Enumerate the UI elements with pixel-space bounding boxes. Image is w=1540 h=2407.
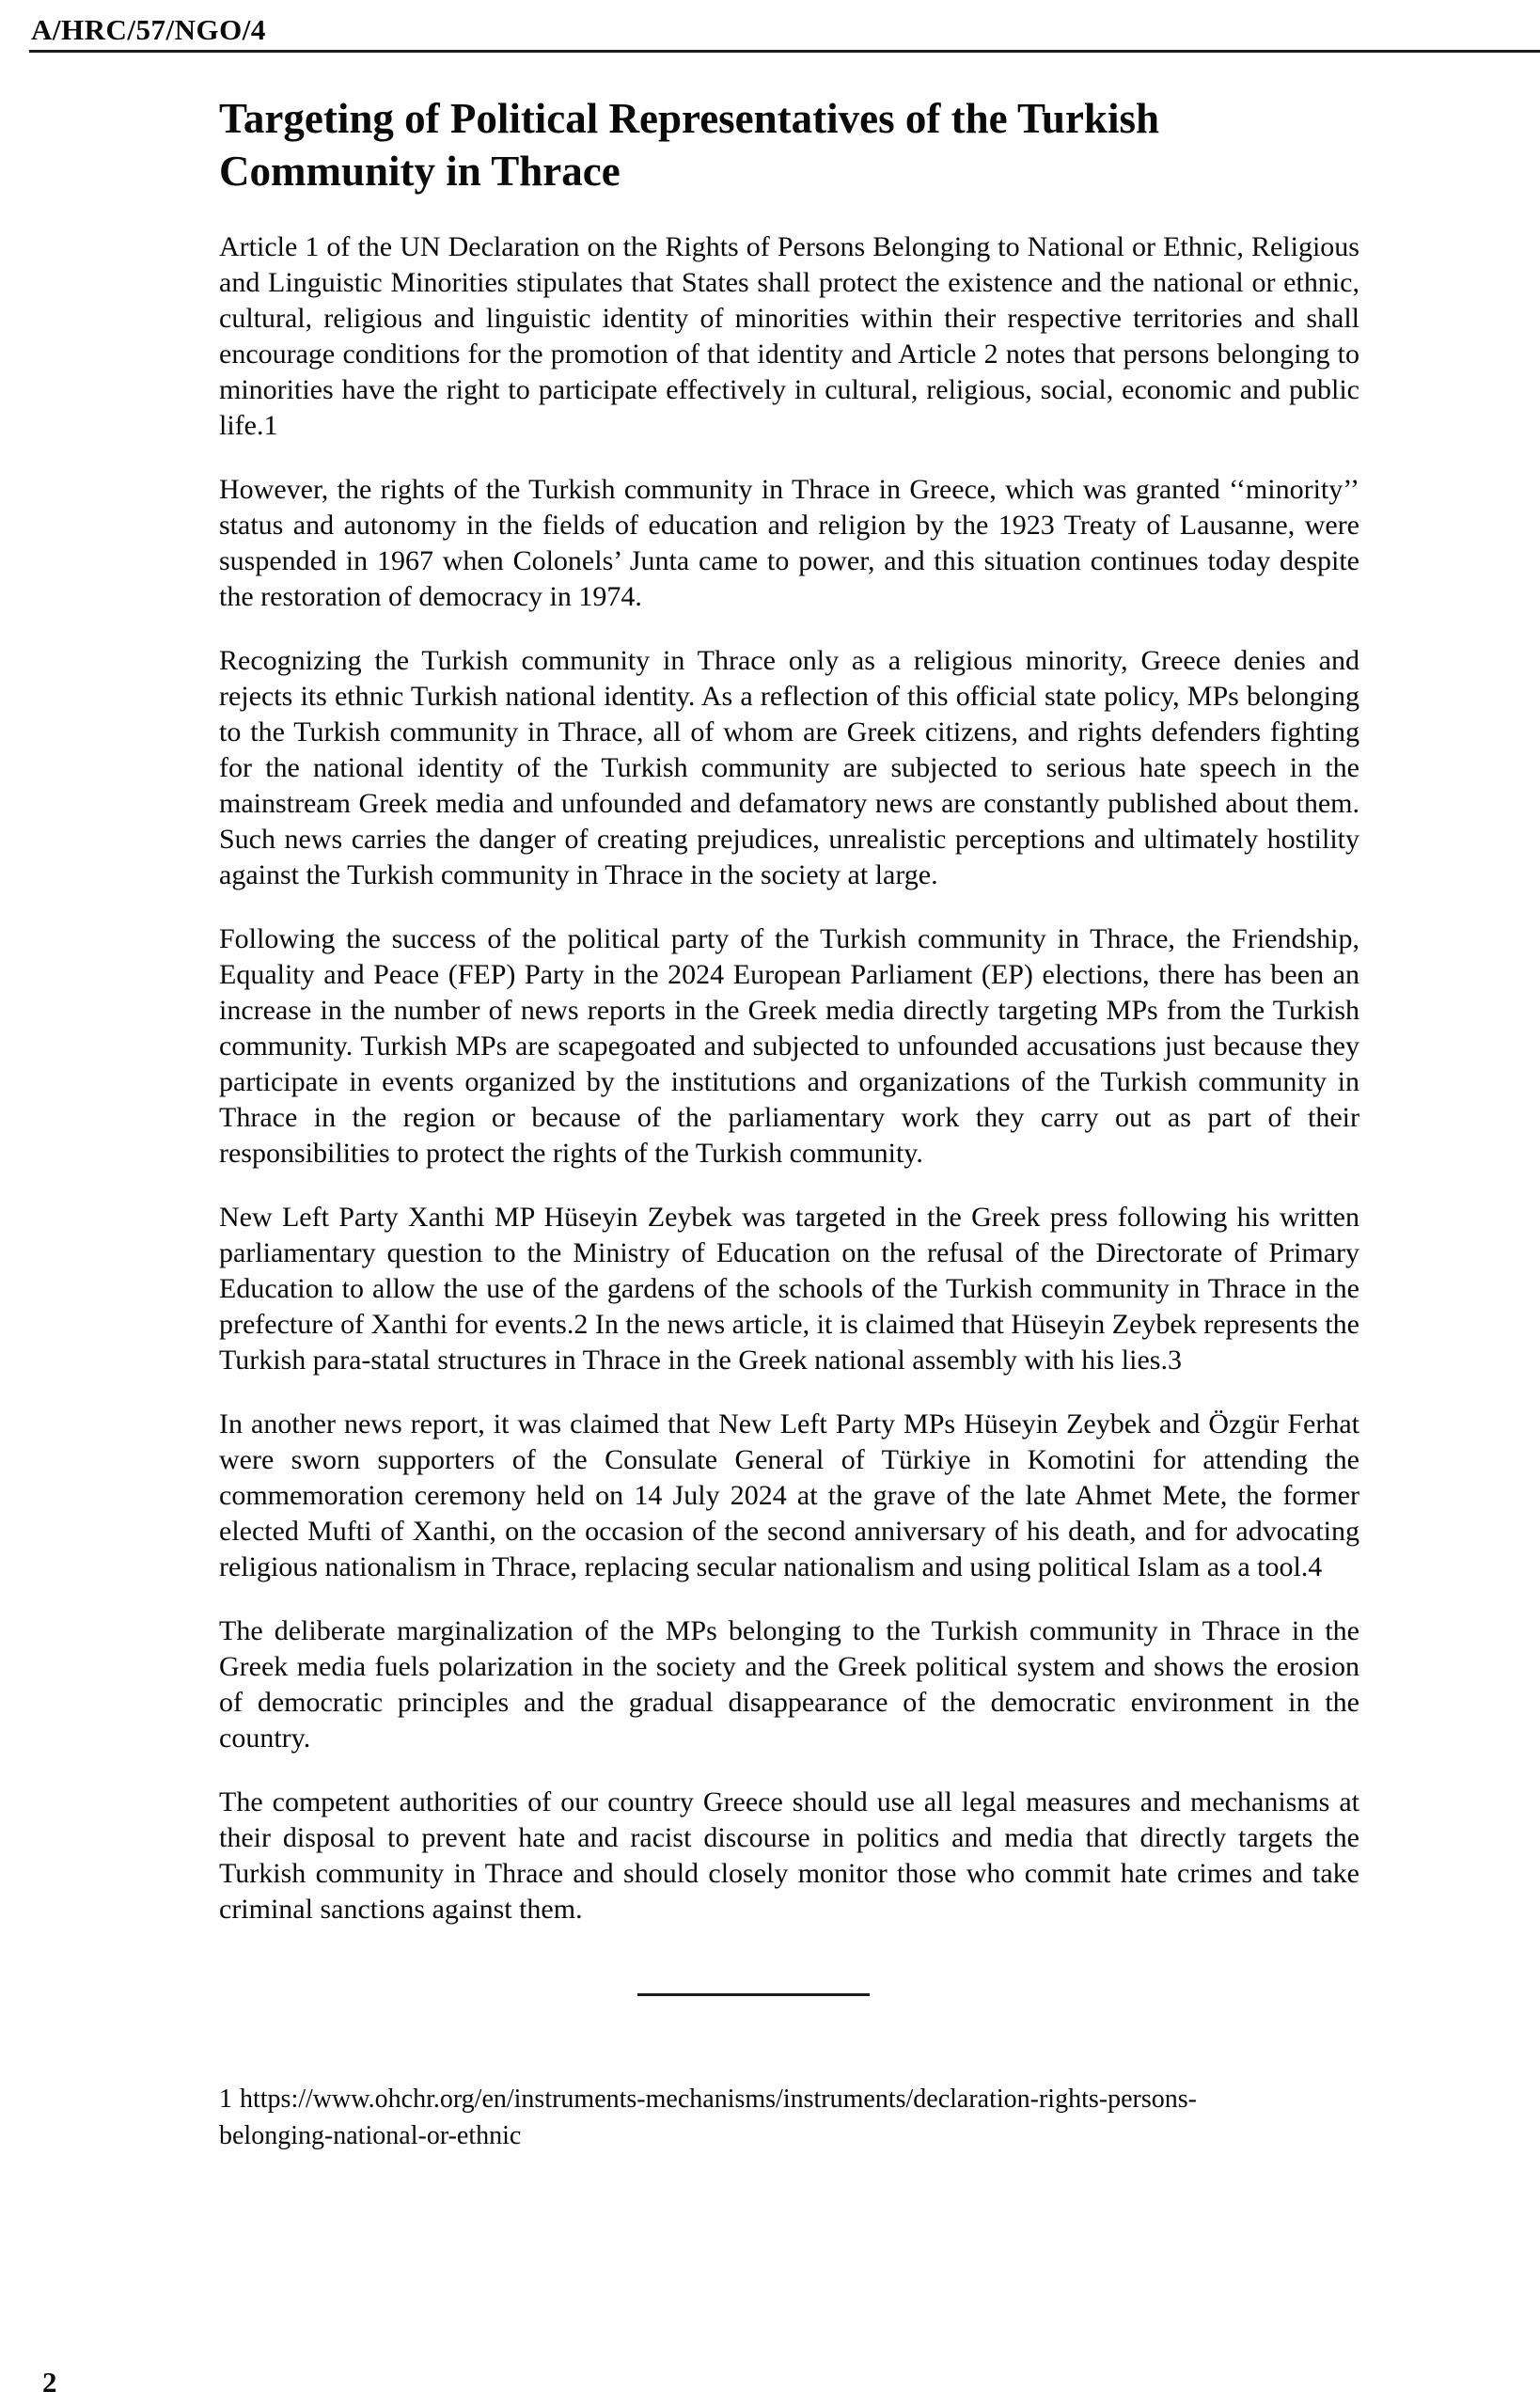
document-symbol: A/HRC/57/NGO/4	[31, 13, 266, 46]
body-paragraph: Article 1 of the UN Declaration on the Rights of Persons Belonging to National or Ethnic, Religious and Linguistic Minorities stipulates that States shall protect the existence and the national or ethnic, cultural, religious and linguistic identity of minorities within their respective territories and shall encourage conditions for the promotion of that identity and Article 2 notes that persons belonging to minorities have the right to participate effectively in cultural, religious, social, economic and public life.1	[219, 231, 1359, 441]
body-paragraph: The deliberate marginalization of the MPs belonging to the Turkish community in Thrace in the Greek media fuels polarization in the society and the Greek political system and shows the erosion of democratic principles and the gradual disappearance of the democratic environment in the country.	[219, 1615, 1359, 1754]
footnote-marker: 1	[219, 2084, 232, 2114]
header-rule	[29, 50, 1540, 53]
footnote-separator	[637, 1993, 870, 1996]
page-number: 2	[42, 2366, 57, 2399]
document-title: Targeting of Political Representatives of the Turkish Community in Thrace	[219, 95, 1159, 195]
footnote	[219, 2081, 1277, 2154]
body-paragraph: Recognizing the Turkish community in Thrace only as a religious minority, Greece denies and rejects its ethnic Turkish national identity. As a reflection of this official state policy, MPs belonging to the Turkish community in Thrace, all of whom are Greek citizens, and rights defenders fighting for the national identity of the Turkish community are subjected to serious hate speech in the mainstream Greek media and unfounded and defamatory news are constantly published about them. Such news carries the danger of creating prejudices, unrealistic perceptions and ultimately hostility against the Turkish community in Thrace in the society at large.	[219, 645, 1359, 890]
body-paragraph: In another news report, it was claimed that New Left Party MPs Hüseyin Zeybek and Özgür Ferhat were sworn supporters of the Consulate General of Türkiye in Komotini for attending the commemoration ceremony held on 14 July 2024 at the grave of the late Ahmet Mete, the former elected Mufti of Xanthi, on the occasion of the second anniversary of his death, and for advocating religious nationalism in Thrace, replacing secular nationalism and using political Islam as a tool.4	[219, 1408, 1359, 1582]
body-paragraph: The competent authorities of our country Greece should use all legal measures and mechanisms at their disposal to prevent hate and racist discourse in politics and media that directly targets the Turkish community in Thrace and should closely monitor those who commit hate crimes and take criminal sanctions against them.	[219, 1786, 1359, 1925]
footnote-url[interactable]: https://www.ohchr.org/en/instruments-mechanisms/instruments/declaration-rights-persons-belonging-national-or-ethnic	[219, 2084, 1197, 2150]
body-paragraph: Following the success of the political party of the Turkish community in Thrace, the Friendship, Equality and Peace (FEP) Party in the 2024 European Parliament (EP) elections, there has been an increase in the number of news reports in the Greek media directly targeting MPs from the Turkish community. Turkish MPs are scapegoated and subjected to unfounded accusations just because they participate in events organized by the institutions and organizations of the Turkish community in Thrace in the region or because of the parliamentary work they carry out as part of their responsibilities to protect the rights of the Turkish community.	[219, 923, 1359, 1169]
body-paragraph: However, the rights of the Turkish community in Thrace in Greece, which was granted ‘‘minority’’ status and autonomy in the fields of education and religion by the 1923 Treaty of Lausanne, were suspended in 1967 when Colonels’ Junta came to power, and this situation continues today despite the restoration of democracy in 1974.	[219, 474, 1359, 612]
body-paragraph: New Left Party Xanthi MP Hüseyin Zeybek was targeted in the Greek press following his written parliamentary question to the Ministry of Education on the refusal of the Directorate of Primary Education to allow the use of the gardens of the schools of the Turkish community in Thrace in the prefecture of Xanthi for events.2 In the news article, it is claimed that Hüseyin Zeybek represents the Turkish para-statal structures in Thrace in the Greek national assembly with his lies.3	[219, 1202, 1359, 1376]
document-body	[219, 92, 1359, 2154]
